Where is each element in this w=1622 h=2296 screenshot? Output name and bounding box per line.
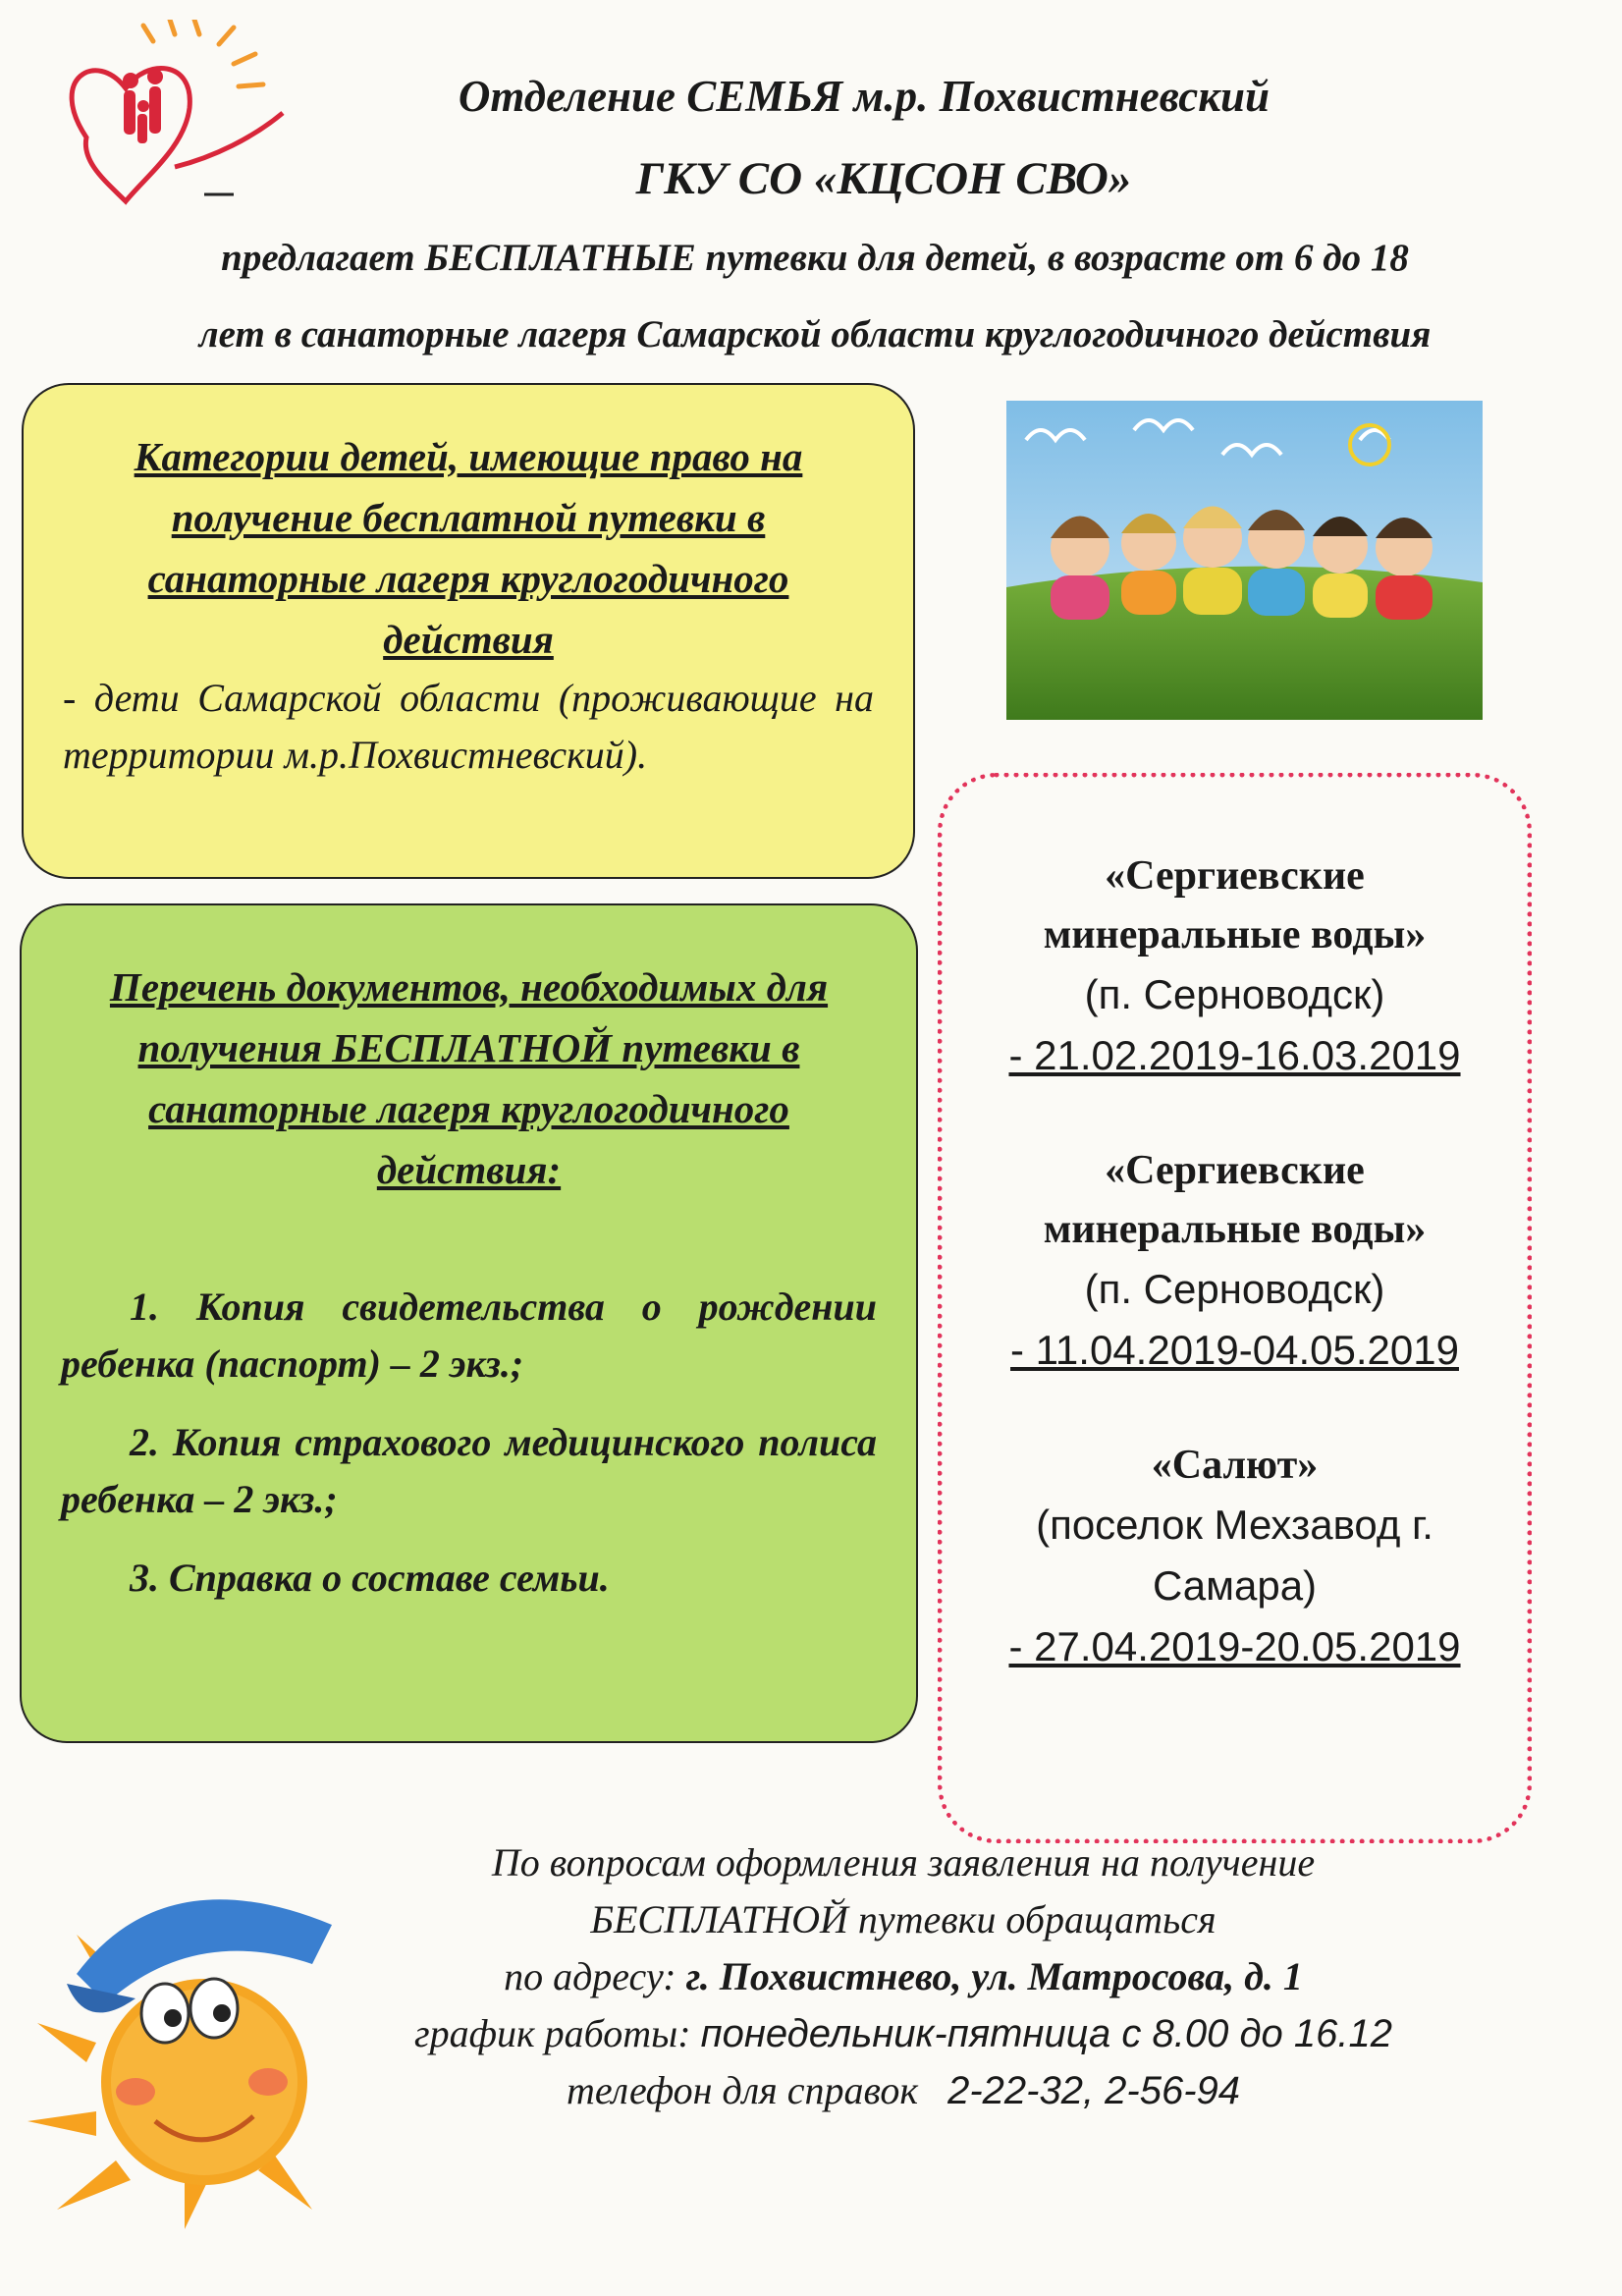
camps-box <box>938 773 1532 1843</box>
address-value: г. Похвистнево, ул. Матросова, д. 1 <box>685 1954 1303 1998</box>
camp-dates: - 27.04.2019-20.05.2019 <box>1008 1623 1461 1669</box>
camp-place: (п. Серноводск) <box>1084 971 1385 1017</box>
contact-block <box>206 1834 1600 2119</box>
phone-label: телефон для справок <box>566 2068 919 2112</box>
phone-value: 2-22-32, 2-56-94 <box>947 2069 1241 2112</box>
categories-box <box>22 383 915 879</box>
documents-item: 3. Справка о составе семьи. <box>130 1556 610 1600</box>
documents-title: Перечень документов, необходимых для получения БЕСПЛАТНОЙ путевки в санаторные лагеря круглогодичного действия: <box>109 964 829 1192</box>
contact-phone-line <box>206 2062 1600 2119</box>
documents-item: 2. Копия страхового медицинского полиса ребенка – 2 экз.; <box>61 1420 877 1521</box>
header-line-4: лет в санаторные лагеря Самарской области круглогодичного действия <box>198 313 1432 355</box>
documents-box <box>20 903 918 1743</box>
hours-value: понедельник-пятница с 8.00 до 16.12 <box>700 2012 1393 2055</box>
categories-text: - дети Самарской области (проживающие на территории м.р.Похвистневский). <box>63 676 874 777</box>
contact-line-1: По вопросам оформления заявления на получение <box>491 1840 1316 1885</box>
documents-item: 1. Копия свидетельства о рождении ребенка (паспорт) – 2 экз.; <box>61 1285 877 1386</box>
camp-dates: - 21.02.2019-16.03.2019 <box>1008 1032 1461 1078</box>
camp-name: «Салют» <box>1151 1443 1319 1488</box>
hours-label: график работы: <box>413 2011 691 2055</box>
header-line-1: Отделение СЕМЬЯ м.р. Похвистневский <box>458 72 1271 121</box>
camp-name: «Сергиевские минеральные воды» <box>1043 853 1427 957</box>
camp-place: (п. Серноводск) <box>1084 1266 1385 1312</box>
header-line-2: ГКУ СО «КЦСОН СВО» <box>635 153 1132 204</box>
contact-line-2: БЕСПЛАТНОЙ путевки обращаться <box>590 1897 1216 1941</box>
contact-address-line <box>206 1948 1600 2005</box>
camp-entry <box>943 1436 1527 1677</box>
camp-dates: - 11.04.2019-04.05.2019 <box>1010 1327 1459 1373</box>
children-photo <box>1006 401 1483 720</box>
family-logo-icon <box>27 20 293 216</box>
documents-list <box>22 1200 916 1607</box>
camp-entry <box>943 847 1527 1086</box>
camp-place: (поселок Мехзавод г. Самара) <box>1036 1502 1433 1609</box>
contact-hours-line <box>206 2005 1600 2062</box>
header-line-3: предлагает БЕСПЛАТНЫЕ путевки для детей, в возрасте от 6 до 18 <box>221 237 1409 279</box>
categories-title: Категории детей, имеющие право на получение бесплатной путевки в санаторные лагеря круглогодичного действия <box>134 434 803 662</box>
address-label: по адресу: <box>504 1954 676 1998</box>
camp-name: «Сергиевские минеральные воды» <box>1043 1148 1427 1252</box>
camp-entry <box>943 1141 1527 1381</box>
